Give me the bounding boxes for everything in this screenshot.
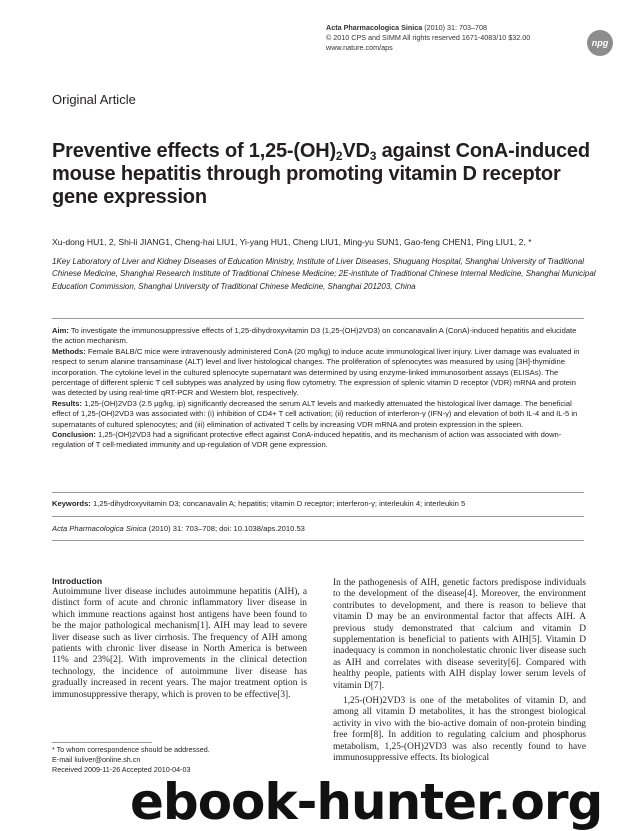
keywords-rule (52, 516, 584, 517)
title-sub-2: 3 (369, 149, 377, 163)
keywords-text: 1,25-dihydroxyvitamin D3; concanavalin A; hepatitis; vitamin D receptor; interferon-γ; interleukin 4; interleukin 5 (90, 499, 466, 508)
citation-doi[interactable]: (2010) 31: 703–708; doi: 10.1038/aps.2010.53 (146, 524, 305, 533)
correspondence-email[interactable]: E-mail liuliver@online.sh.cn (52, 755, 141, 765)
intro-paragraph-2: In the pathogenesis of AIH, genetic factors predispose individuals to the development of the disease[4]. Moreover, the environment contributes to development, and there is reason to believe that vitamin D may be an environmental factor that affects AIH. A previous study demonstrated that calcium and vitamin D supplementation is beneficial to patients with AIH[5]. Vitamin D inadequacy is common in noncholestatic chronic liver disease such as AIH and correlates with disease severity[6]. Compared with healthy people, patients with AIH display lower serum levels of vitamin D[7]. (333, 578, 586, 691)
journal-header (326, 23, 576, 53)
title-part-2: VD (342, 140, 370, 162)
section-heading-introduction: Introduction (52, 576, 103, 586)
aim-text: To investigate the immunosuppressive effects of 1,25-dihydroxyvitamin D3 (1,25-(OH)2VD3) on concanavalin A (ConA)-induced hepatitis and elucidate the action mechanism. (52, 326, 577, 346)
abstract-aim (52, 326, 584, 347)
methods-text: Female BALB/C mice were intravenously administered ConA (20 mg/kg) to induce acute immunological liver injury. Liver damage was evaluated in respect to serum alanine transaminase (ALT) level and liver histological changes. The proliferation of splenocytes was measured by using [3H]-thymidine incorporation. The cytokine level in the cultured splenocyte supernatant was determined by using enzyme-linked immunosorbent assays (ELISAs). The percentage of different splenic T cell subtypes was analyzed by using flow cytometry. The expression of splenic vitamin D receptor (VDR) mRNA and protein was detected by using real-time qRT-PCR and Western blot, respectively. (52, 346, 580, 398)
results-label: Results: (52, 398, 82, 408)
article-type: Original Article (52, 92, 136, 107)
journal-url[interactable]: www.nature.com/aps (326, 43, 393, 52)
title-part-1: Preventive effects of 1,25-(OH) (52, 140, 336, 162)
citation (52, 524, 584, 534)
abstract-methods (52, 347, 584, 399)
conclusion-label: Conclusion: (52, 430, 96, 440)
footnotes (52, 745, 292, 776)
copyright-line: © 2010 CPS and SIMM All rights reserved 1671-4083/10 $32.00 (326, 33, 531, 42)
title-sub-1: 2 (335, 149, 343, 163)
methods-label: Methods: (52, 346, 86, 356)
received-accepted-dates: Received 2009-11-26 Accepted 2010-04-03 (52, 765, 191, 775)
keywords (52, 499, 584, 509)
citation-journal: Acta Pharmacologica Sinica (52, 524, 147, 533)
footnote-rule (52, 742, 152, 743)
watermark: ebook-hunter.org (130, 773, 603, 831)
abstract-results (52, 399, 584, 430)
keywords-label: Keywords: (52, 499, 91, 508)
journal-name: Acta Pharmacologica Sinica (326, 23, 423, 32)
article-title (52, 140, 592, 209)
intro-column-left (52, 587, 307, 701)
abstract-conclusion (52, 430, 584, 451)
conclusion-text: 1,25-(OH)2VD3 had a significant protective effect against ConA-induced hepatitis, and its mechanism of action was associated with down-regulation of T cell-mediated immunity and up-regulation of VDR gene expression. (52, 430, 562, 450)
citation-rule (52, 540, 584, 541)
abstract (52, 326, 584, 451)
abstract-bottom-rule (52, 492, 584, 493)
intro-paragraph-1: Autoimmune liver disease includes autoimmune hepatitis (AIH), a distinct form of acute and chronic inflammatory liver disease in which immune reactions against host antigens have been found to be the major pathological mechanism[1]. AIH may lead to severe liver disease such as liver cirrhosis. The frequency of AIH among patients with chronic liver disease in North America is between 11% and 23%[2]. With improvements in the clinical detection technology, the incidence of autoimmune liver disease has gradually increased in recent years. The major treatment option is immunosuppressive therapy, which is proven to be effective[3]. (52, 587, 307, 700)
abstract-top-rule (52, 318, 584, 319)
title-part-3: against ConA-induced mouse hepatitis through promoting vitamin D receptor gene expression (52, 140, 590, 208)
author-list: Xu-dong HU1, 2, Shi-li JIANG1, Cheng-hai LIU1, Yi-yang HU1, Cheng LIU1, Ming-yu SUN1, Gao-feng CHEN1, Ping LIU1, 2, * (52, 237, 532, 247)
intro-paragraph-3: 1,25-(OH)2VD3 is one of the metabolites of vitamin D, and among all vitamin D metabolites, it has the strongest biological activity in vivo with the bio-active domain of non-protein binding free form[8]. In addition to regulating calcium and phosphorus metabolism, 1,25-(OH)2VD3 was also recently found to have immunosuppressive effects. Its biological (333, 696, 586, 764)
intro-column-right (333, 578, 586, 765)
aim-label: Aim: (52, 326, 69, 335)
correspondence-note: * To whom correspondence should be addressed. (52, 745, 210, 754)
journal-ref: (2010) 31: 703–708 (424, 23, 488, 32)
results-text: 1,25-(OH)2VD3 (2.5 μg/kg, ip) significantly decreased the serum ALT levels and markedly attenuated the histological liver damage. The beneficial effect of 1,25-(OH)2VD3 was associated with: (i) inhibition of CD4+ T cell activation; (ii) reduction of interferon-γ (IFN-γ) and elevation of both IL-4 and IL-5 in supernatants of cultured splenocytes; and (iii) elimination of activated T cells by increasing VDR mRNA and protein expression in the spleen. (52, 398, 578, 429)
npg-logo-icon: npg (587, 30, 613, 56)
affiliations: 1Key Laboratory of Liver and Kidney Diseases of Education Ministry, Institute of Liver Diseases, Shuguang Hospital, Shanghai University of Traditional Chinese Medicine, Shanghai Research Institute of Traditional Chinese Medicine; 2E-institute of Traditional Chinese Internal Medicine, Shanghai Municipal Education Commission, Shanghai University of Traditional Chinese Medicine, Shanghai 201203, China (52, 257, 596, 291)
